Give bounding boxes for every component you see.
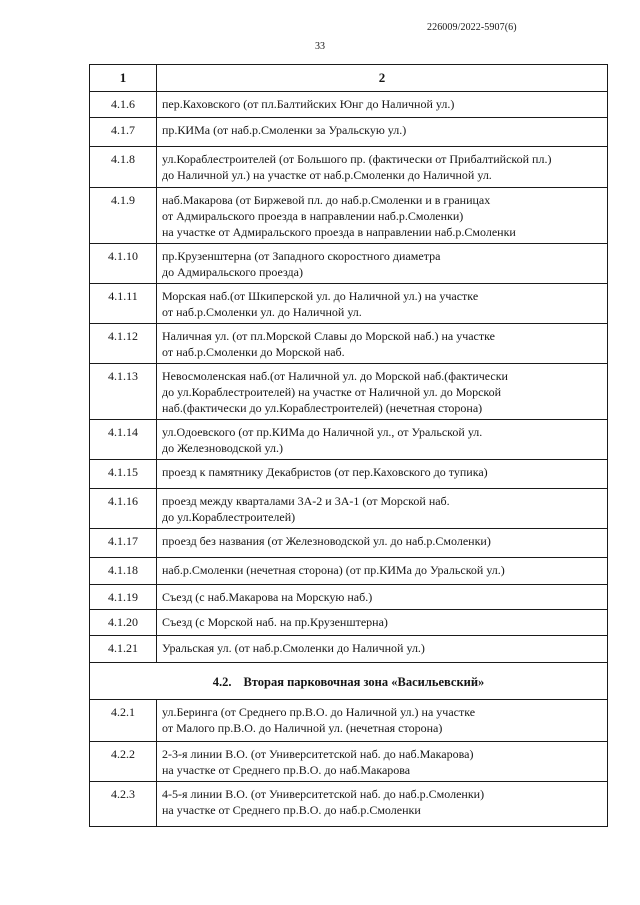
row-description: ул.Одоевского (от пр.КИМа до Наличной ул., от Уральской ул. до Железноводской ул.) (157, 420, 608, 460)
row-number: 4.1.7 (90, 118, 157, 147)
row-number: 4.1.20 (90, 610, 157, 636)
row-description: Уральская ул. (от наб.р.Смоленки до Наличной ул.) (157, 636, 608, 663)
row-number: 4.1.8 (90, 147, 157, 188)
row-description: проезд к памятнику Декабристов (от пер.Каховского до тупика) (157, 460, 608, 489)
table-row (90, 782, 608, 827)
document-number: 226009/2022-5907(6) (427, 22, 517, 33)
row-number: 4.1.11 (90, 284, 157, 324)
row-number: 4.1.10 (90, 244, 157, 284)
section-row (90, 663, 608, 700)
row-description: Морская наб.(от Шкиперской ул. до Наличной ул.) на участке от наб.р.Смоленки ул. до Наличной ул. (157, 284, 608, 324)
row-description: Съезд (с Морской наб. на пр.Крузенштерна) (157, 610, 608, 636)
table-row (90, 610, 608, 636)
row-description: Невосмоленская наб.(от Наличной ул. до Морской наб.(фактически до ул.Кораблестроителей) на участке от Наличной ул. до Морской наб.(фактически до ул.Кораблестроителей) (нечетная сторона) (157, 364, 608, 420)
page-number: 33 (315, 41, 325, 52)
section-title: Вторая парковочная зона «Васильевский» (243, 674, 485, 689)
column-header-number: 1 (90, 65, 157, 92)
row-description: пр.Крузенштерна (от Западного скоростного диаметра до Адмиральского проезда) (157, 244, 608, 284)
row-number: 4.1.19 (90, 585, 157, 610)
table-row (90, 147, 608, 188)
row-description: наб.Макарова (от Биржевой пл. до наб.р.Смоленки и в границах от Адмиральского проезда в направлении наб.р.Смоленки) на участке от Адмиральского проезда в направлении наб.р.Смоленки (157, 188, 608, 244)
table-row (90, 188, 608, 244)
row-number: 4.1.15 (90, 460, 157, 489)
table-row (90, 529, 608, 558)
row-description: наб.р.Смоленки (нечетная сторона) (от пр.КИМа до Уральской ул.) (157, 558, 608, 585)
table-row (90, 324, 608, 364)
table-row (90, 92, 608, 118)
row-description: 4-5-я линии В.О. (от Университетской наб. до наб.р.Смоленки) на участке от Среднего пр.В.О. до наб.р.Смоленки (157, 782, 608, 827)
row-number: 4.2.1 (90, 700, 157, 742)
table-row (90, 118, 608, 147)
row-number: 4.1.9 (90, 188, 157, 244)
row-number: 4.1.17 (90, 529, 157, 558)
row-description: пер.Каховского (от пл.Балтийских Юнг до Наличной ул.) (157, 92, 608, 118)
table-row (90, 585, 608, 610)
row-description: Съезд (с наб.Макарова на Морскую наб.) (157, 585, 608, 610)
row-number: 4.1.21 (90, 636, 157, 663)
section-number: 4.2. (212, 674, 232, 689)
row-description: ул.Беринга (от Среднего пр.В.О. до Наличной ул.) на участке от Малого пр.В.О. до Наличной ул. (нечетная сторона) (157, 700, 608, 742)
table-row (90, 636, 608, 663)
row-number: 4.1.14 (90, 420, 157, 460)
row-number: 4.1.13 (90, 364, 157, 420)
streets-table (89, 64, 608, 827)
section-heading (90, 663, 608, 700)
table-row (90, 742, 608, 782)
table-row (90, 489, 608, 529)
table-row (90, 364, 608, 420)
row-number: 4.1.18 (90, 558, 157, 585)
table-header-row (90, 65, 608, 92)
row-number: 4.1.12 (90, 324, 157, 364)
column-header-description: 2 (157, 65, 608, 92)
table-row (90, 460, 608, 489)
row-description: проезд без названия (от Железноводской ул. до наб.р.Смоленки) (157, 529, 608, 558)
row-number: 4.1.16 (90, 489, 157, 529)
row-description: 2-3-я линии В.О. (от Университетской наб. до наб.Макарова) на участке от Среднего пр.В.О. до наб.Макарова (157, 742, 608, 782)
table-row (90, 558, 608, 585)
table-row (90, 420, 608, 460)
table-row (90, 244, 608, 284)
row-number: 4.2.2 (90, 742, 157, 782)
row-description: проезд между кварталами 3А-2 и 3А-1 (от Морской наб. до ул.Кораблестроителей) (157, 489, 608, 529)
row-description: ул.Кораблестроителей (от Большого пр. (фактически от Прибалтийской пл.) до Наличной ул.) на участке от наб.р.Смоленки до Наличной ул. (157, 147, 608, 188)
row-description: Наличная ул. (от пл.Морской Славы до Морской наб.) на участке от наб.р.Смоленки до Морской наб. (157, 324, 608, 364)
table-row (90, 284, 608, 324)
row-number: 4.2.3 (90, 782, 157, 827)
row-description: пр.КИМа (от наб.р.Смоленки за Уральскую ул.) (157, 118, 608, 147)
streets-table-body (90, 65, 608, 827)
row-number: 4.1.6 (90, 92, 157, 118)
table-row (90, 700, 608, 742)
